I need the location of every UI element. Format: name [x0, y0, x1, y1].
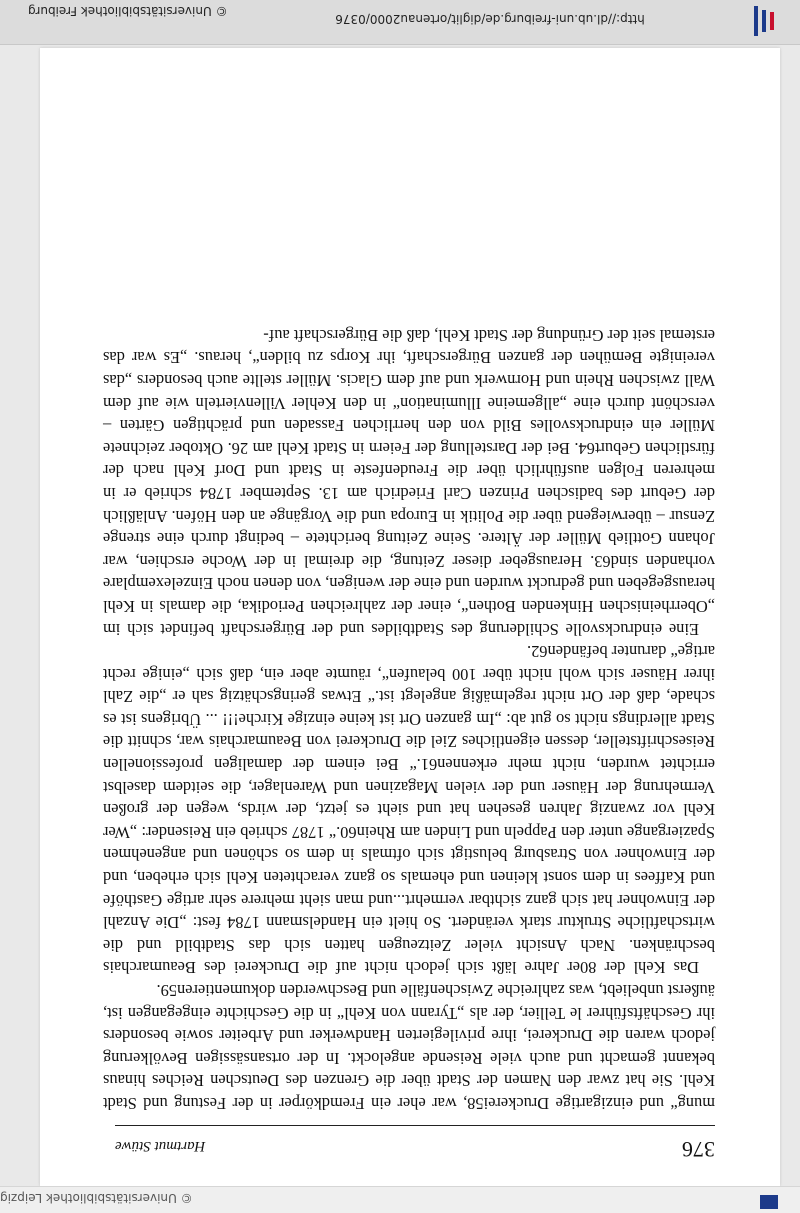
paragraph-1: mung“ und einzigartige Druckerei58, war eher ein Fremdkörper in der Festung und Stadt Kehl. Sie hat zwar den Namen der Stadt über die Grenzen des Deutschen Reiches hinaus bekannt gemacht und auch viele Reisende angelockt. In der ortsansässigen Bevölkerung jedoch waren die Druckerei, ihre privilegierten Handwerker und Arbeiter sowie besonders ihr Geschäftsführer le Tellier, der als „Tyrann von Kehl“ in die Geschichte eingegangen ist, äußerst unbeliebt, was zahlreiche Zwischenfälle und Beschwerden dokumentieren59.	[103, 981, 715, 1113]
running-header	[115, 1125, 715, 1166]
library-mark-icon	[760, 1195, 778, 1209]
page-number: 376	[682, 1137, 715, 1162]
source-url[interactable]: http://dl.ub.uni-freiburg.de/diglit/ortenau2000/0376	[335, 12, 645, 26]
body-text	[103, 323, 715, 1114]
running-head-author: Hartmut Stüwe	[115, 1138, 206, 1154]
paragraph-2: Das Kehl der 80er Jahre läßt sich jedoch nicht auf die Druckerei des Beaumarchais beschränken. Nach Ansicht vieler Zeitzeugen hatten sich das Stadtbild und die wirtschaftliche Struktur stark verändert. So hielt ein Handelsmann 1784 fest: „Die Anzahl der Einwohner hat sich ganz sichtbar vermehrt...und man sieht mehrere sehr artige Gasthöfe und Kaffees in dem sonst kleinen und ehemals so ganz verachteten Kehl sich erheben, und der Einwohner von Strasburg belustigt sich oftmals in dem so schönen und angenehmen Spaziergange unter den Pappeln und Linden am Rhein60.“ 1787 schrieb ein Reisender: „Wer Kehl vor zwanzig Jahren gesehen hat und sieht es jetzt, der wirds, wegen der großen Vermehrung der Häuser und der vielen Magazinen und Warenlager, die seitdem daselbst errichtet wurden, nicht mehr erkennen61.“ Bei einem der damaligen professionellen Reiseschriftsteller, dessen eigentliches Ziel die Druckerei von Beaumarchais war, schnitt die Stadt allerdings nicht so gut ab: „Im ganzen Ort ist keine einzige Kirche!!! ... Übrigens ist es schade, daß der Ort nicht regelmäßig angelegt ist.“ Etwas geringschätzig sah er „die Zahl ihrer Häuser sich wohl nicht über 100 belaufen“, räumte aber ein, daß sich „einige recht artige“ darunter befänden62.	[103, 642, 715, 978]
library-logo-icon	[748, 6, 788, 38]
viewer-top-bar	[0, 0, 800, 45]
viewer-bottom-bar	[0, 1186, 800, 1213]
library-credit-bottom: © Universitätsbibliothek Leipzig	[0, 1191, 193, 1205]
scanned-page	[40, 48, 780, 1186]
paragraph-3: Eine eindrucksvolle Schilderung des Stadtbildes und der Bürgerschaft befindet sich im „Oberrheinischen Hinkenden Bothen“, einer der zahlreichen Periodika, die damals in Kehl herausgegeben und gedruckt wurden und eine der wenigen, von denen noch Einzelexemplare vorhanden sind63. Herausgeber dieser Zeitung, die dreimal in der Woche erschien, war Johann Gottlieb Müller der Ältere. Seine Zeitung berichtete – bedingt durch eine strenge Zensur – überwiegend über die Politik in Europa und die Vorgänge an den Höfen. Anläßlich der Geburt des badischen Prinzen Carl Friedrich am 13. September 1784 schrieb er in mehreren Folgen ausführlich über die Freudenfeste in Stadt und Dorf Kehl nach der fürstlichen Geburt64. Bei der Darstellung der Feiern in Stadt Kehl am 26. Oktober zeichnete Müller ein eindrucksvolles Bild von den herrlichen Fassaden und prächtigen Gärten – verschönt durch eine „allgemeine Illumination“ in den Kehler Villenvierteln wie auf dem Wall zwischen Rhein und Hornwerk und auf dem Glacis. Müller stellte auch besonders „das vereinigte Bemühen der ganzen Bürgerschaft, ihr Korps zu bilden“, heraus. „Es war das erstemal seit der Gründung der Stadt Kehl, daß die Bürgerschaft auf-	[103, 325, 715, 639]
page-content-rotated	[40, 48, 780, 1186]
library-credit-top: © Universitätsbibliothek Freiburg	[28, 4, 228, 18]
